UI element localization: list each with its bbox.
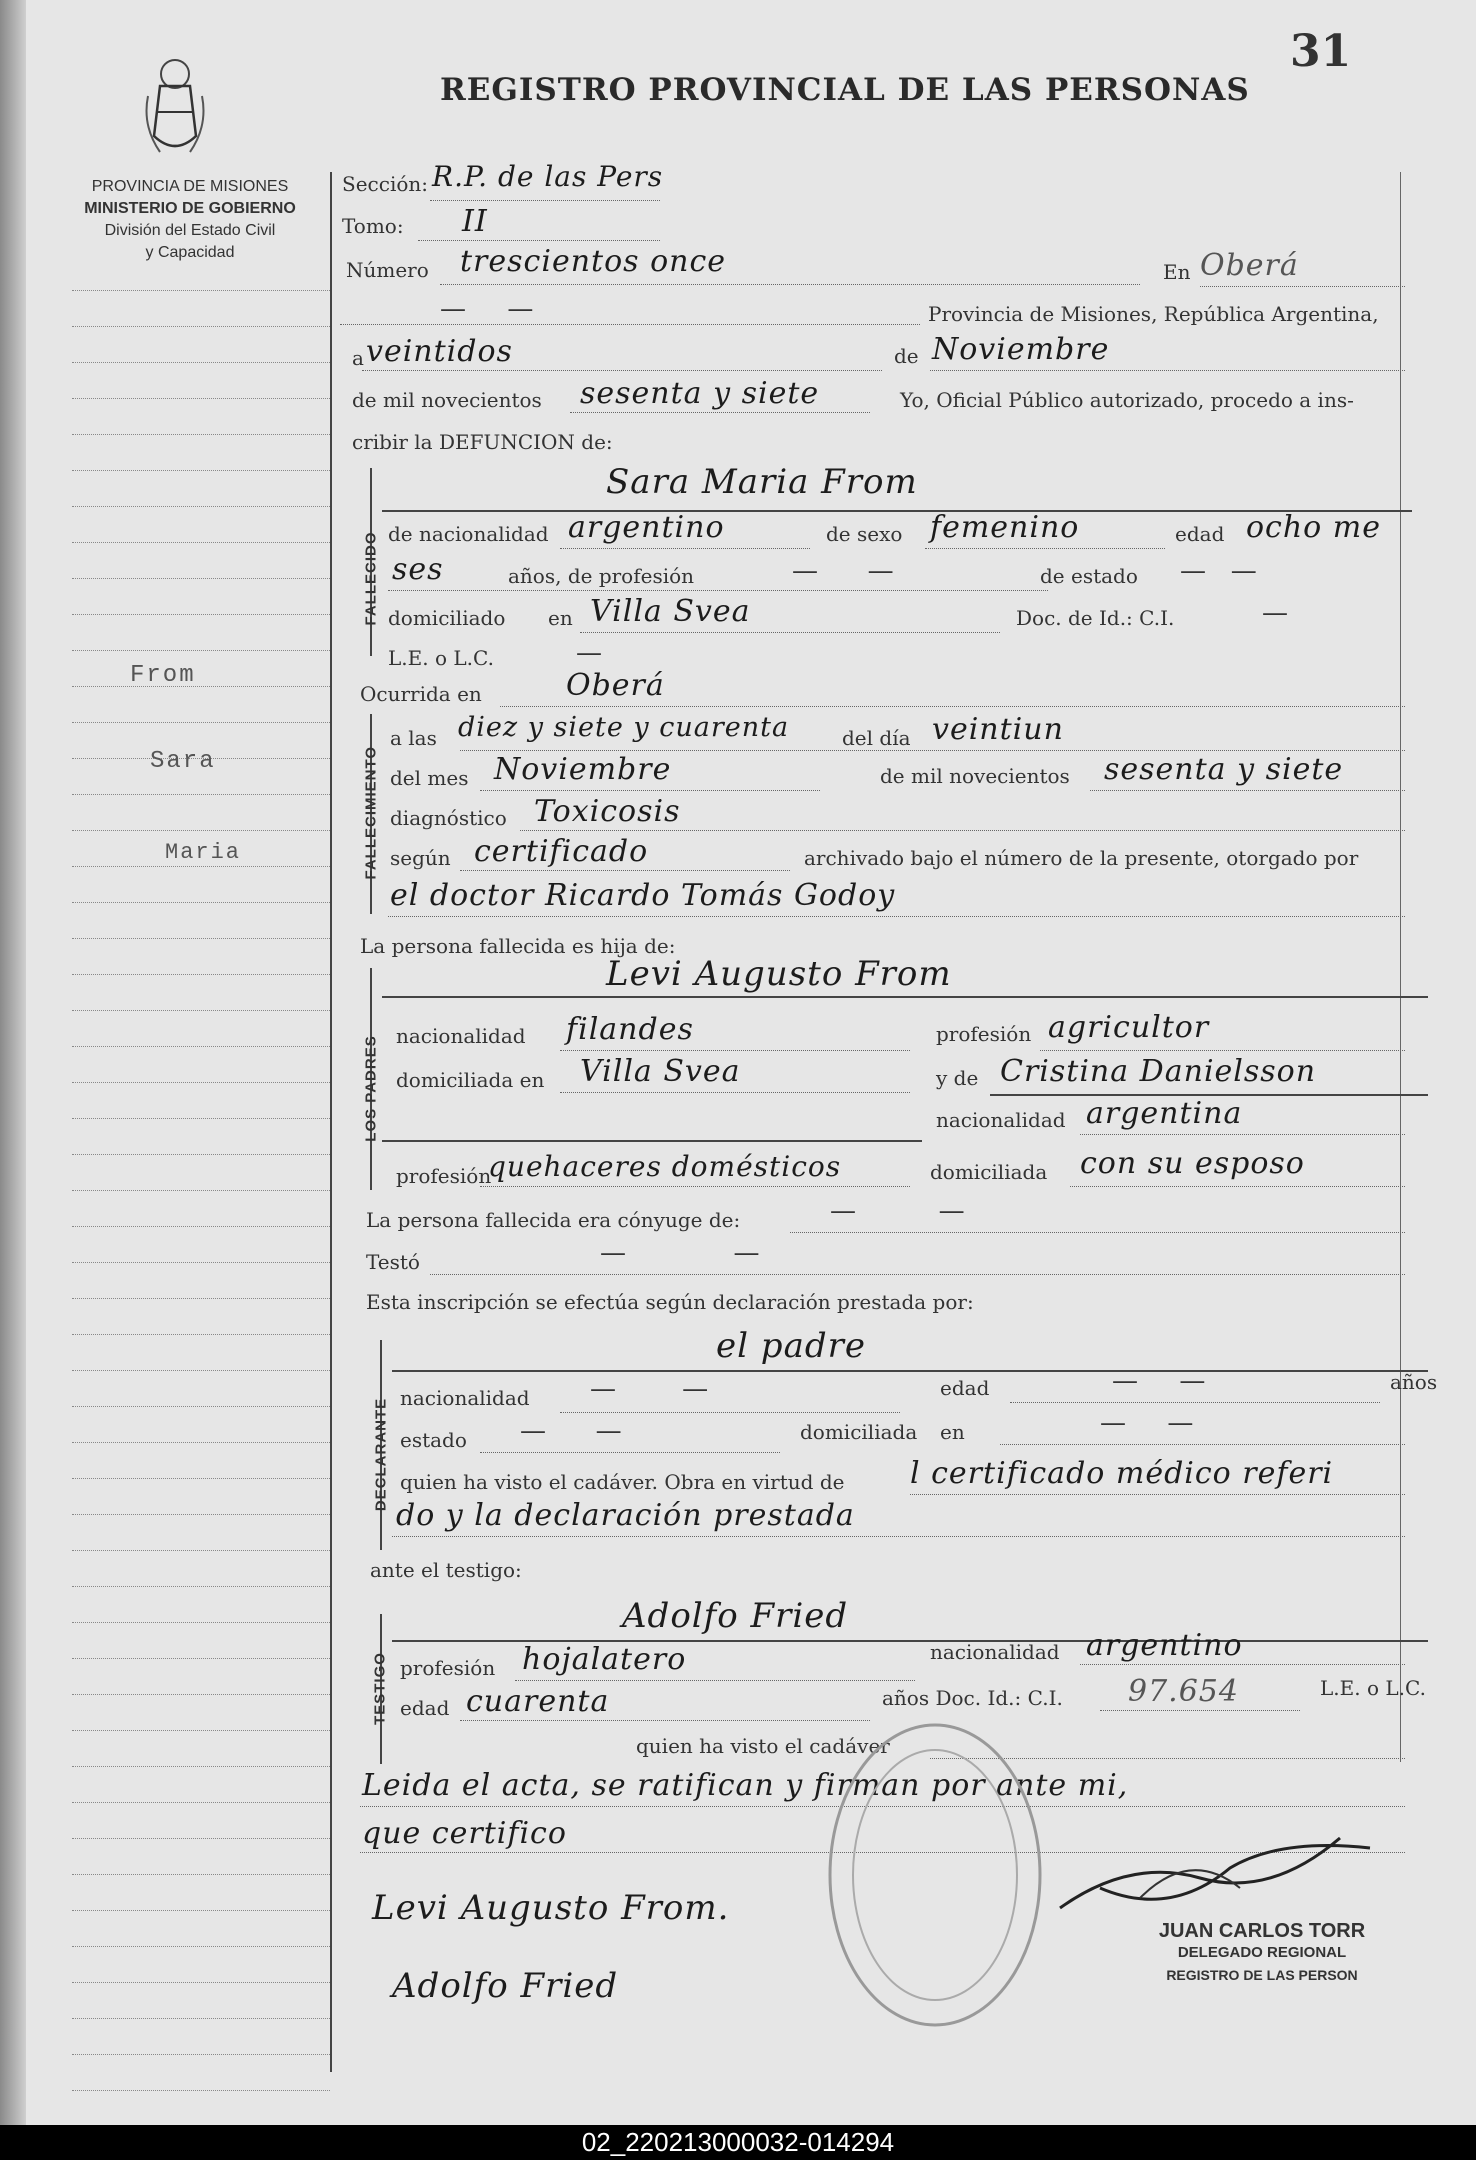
padre-domiciliada-label: domiciliada en <box>396 1068 545 1092</box>
tomo-label: Tomo: <box>342 214 404 238</box>
padre-profesion-label: profesión <box>936 1022 1032 1046</box>
segun-label: según <box>390 846 451 870</box>
diagnostico-value: Toxicosis <box>534 794 681 829</box>
fallecido-nacionalidad-value: argentino <box>568 510 725 545</box>
fallecido-section-label: FALLECIDO <box>362 531 380 626</box>
coat-of-arms-icon <box>140 56 210 166</box>
round-seal-stamp <box>820 1710 1050 2040</box>
numero-label: Número <box>346 258 429 282</box>
page-number: 31 <box>1290 26 1352 77</box>
testigo-visto-text: quien ha visto el cadáver <box>636 1734 890 1758</box>
doctor-value: el doctor Ricardo Tomás Godoy <box>390 878 896 913</box>
seccion-value: R.P. de las Pers <box>432 160 664 193</box>
testigo-nacionalidad-label: nacionalidad <box>930 1640 1060 1664</box>
numero-value: trescientos once <box>460 244 727 279</box>
provincia-text: Provincia de Misiones, República Argentina, <box>928 302 1379 326</box>
fallecimiento-anio: sesenta y siete <box>1104 752 1344 787</box>
inscribir-text: cribir la DEFUNCION de: <box>352 430 613 454</box>
declarante-visto-text: quien ha visto el cadáver. Obra en virtud de <box>400 1470 845 1494</box>
officer-stamp-office: REGISTRO DE LAS PERSON <box>1166 1967 1358 1983</box>
margin-note-surname: From <box>130 662 196 689</box>
padre-nacionalidad-label: nacionalidad <box>396 1024 526 1048</box>
fallecimiento-section-label: FALLECIMIENTO <box>362 745 380 880</box>
document-id-footer: 02_220213000032-014294 <box>0 2125 1476 2160</box>
del-mes-label: del mes <box>390 766 469 790</box>
del-dia-label: del día <box>842 726 911 750</box>
testigo-edad-label: edad <box>400 1696 450 1720</box>
declarante-nombre: el padre <box>716 1326 866 1366</box>
declarante-anios-label: años <box>1390 1370 1438 1394</box>
declarante-en-label: en <box>940 1420 965 1444</box>
doc-id-label: Doc. de Id.: C.I. <box>1016 606 1175 630</box>
madre-profesion-label: profesión <box>396 1164 492 1188</box>
fallecimiento-mes: Noviembre <box>494 752 672 787</box>
anios-profesion-label: años, de profesión <box>508 564 695 588</box>
fallecimiento-anio-label: de mil novecientos <box>880 764 1070 788</box>
official-signature-icon <box>1040 1818 1400 1928</box>
padres-section-label: LOS PADRES <box>362 1035 380 1142</box>
edad-label: edad <box>1175 522 1225 546</box>
inscripcion-text: Esta inscripción se efectúa según declaración prestada por: <box>366 1290 974 1314</box>
margin-note-first-name: Sara <box>150 748 216 775</box>
fallecido-nombre: Sara Maria From <box>606 462 918 502</box>
en-value: Oberá <box>1200 248 1299 283</box>
testigo-doc-value: 97.654 <box>1128 1674 1239 1709</box>
fallecimiento-dia: veintiun <box>932 712 1064 747</box>
estado-label: de estado <box>1040 564 1138 588</box>
obra-value-1: l certificado médico referi <box>910 1456 1334 1491</box>
archivado-text: archivado bajo el número de la presente, otorgado por <box>804 846 1359 870</box>
officer-stamp-name: JUAN CARLOS TORR <box>1158 1920 1366 1942</box>
segun-value: certificado <box>474 834 649 869</box>
madre-domicilio: con su esposo <box>1080 1146 1305 1181</box>
testigo-edad: cuarenta <box>466 1684 610 1719</box>
declarante-section-label: DECLARANTE <box>372 1397 390 1512</box>
officer-stamp-title: DELEGADO REGIONAL <box>1177 1944 1347 1961</box>
anio-prefix: de mil novecientos <box>352 388 542 412</box>
testo-label: Testó <box>366 1250 420 1274</box>
anio-value: sesenta y siete <box>580 376 820 411</box>
firma-testigo: Adolfo Fried <box>392 1966 619 2006</box>
edad-value-2: ses <box>392 552 444 587</box>
oficial-text: Yo, Oficial Público autorizado, procedo a ins- <box>900 388 1354 412</box>
en-label: En <box>1163 260 1191 284</box>
closing-line-1: Leida el acta, se ratifican y firman por ante mi, <box>362 1768 1129 1803</box>
a-label: a <box>352 346 364 370</box>
padre-nacionalidad: filandes <box>566 1012 694 1047</box>
hija-text: La persona fallecida es hija de: <box>360 934 676 958</box>
fallecido-nacionalidad-label: de nacionalidad <box>388 522 549 546</box>
ocurrida-label: Ocurrida en <box>360 682 482 706</box>
hora-value: diez y siete y cuarenta <box>458 712 790 743</box>
hora-label: a las <box>390 726 437 750</box>
issuer-block <box>50 176 330 264</box>
y-de-label: y de <box>936 1066 979 1090</box>
domiciliado-en-label: en <box>548 606 573 630</box>
issuer-line-1: PROVINCIA DE MISIONES <box>91 178 289 195</box>
issuer-line-2: MINISTERIO DE GOBIERNO <box>84 200 296 217</box>
testigo-profesion-label: profesión <box>400 1656 496 1680</box>
page-title: REGISTRO PROVINCIAL DE LAS PERSONAS <box>440 72 1250 108</box>
madre-nombre: Cristina Danielsson <box>1000 1054 1317 1089</box>
testigo-section-label: TESTIGO <box>371 1652 389 1725</box>
declarante-nacionalidad-label: nacionalidad <box>400 1386 530 1410</box>
obra-value-2: do y la declaración prestada <box>396 1498 855 1533</box>
testigo-nombre: Adolfo Fried <box>622 1596 849 1636</box>
issuer-line-4: y Capacidad <box>145 244 235 261</box>
seccion-label: Sección: <box>342 172 428 196</box>
diagnostico-label: diagnóstico <box>390 806 507 830</box>
testigo-profesion: hojalatero <box>522 1642 687 1677</box>
dia-value: veintidos <box>366 334 513 369</box>
closing-line-2: que certifico <box>362 1816 567 1851</box>
declarante-domiciliada-label: domiciliada <box>800 1420 918 1444</box>
officer-stamp <box>1132 1920 1392 1986</box>
firma-padre: Levi Augusto From. <box>372 1888 730 1928</box>
tomo-value: II <box>462 204 488 239</box>
testigo-doc-label: años Doc. Id.: C.I. <box>882 1686 1063 1710</box>
madre-nacionalidad-label: nacionalidad <box>936 1108 1066 1132</box>
testigo-le-label: L.E. o L.C. <box>1320 1676 1426 1700</box>
ante-testigo-text: ante el testigo: <box>370 1558 522 1582</box>
sexo-value: femenino <box>930 510 1080 545</box>
de-label: de <box>894 344 919 368</box>
edad-value-1: ocho me <box>1246 510 1381 545</box>
ocurrida-value: Oberá <box>566 668 665 703</box>
document-page: 31 REGISTRO PROVINCIAL DE LAS PERSONAS PROVINCIA DE MISIONES MINISTERIO DE GOBIERNO División del Estado Civil y Capacidad From Sara Maria Sección: R.P. de las Pers Tomo: II Número trescientos once En Oberá — — Provincia de Misiones, República Argentina, a veintidos de Noviembre de mil novecientos sesenta y siete Yo, Oficial Público autorizado, procedo a ins- cribir la DEFUNCION de: FALLECIDO Sara Maria From de nacionalidad argentino de sexo femenino edad ocho me ses años, de profesión — — de estado — — domiciliado en Villa Svea Doc. de Id.: C.I. — L.E. o L.C. — Ocurrida en Oberá FALLECIMIENTO a las diez y siete y cuarenta del día veintiun del mes Noviembre de mil novecientos sesenta y siete diagnóstico Toxicosis según certificado archivado bajo el número de la presente, otorgado por el doctor Ricardo Tomás Godoy La persona fallecida es hija de: LOS PADRES Levi Augusto From nacionalidad filandes profesión agricultor domiciliada en Villa Svea y de Cristina Danielsson nacionalidad argentina profesión quehaceres domésticos domiciliada con su esposo La persona fallecida era cónyuge de: — — Testó — — Esta inscripción se efectúa según declaración prestada por: DECLARANTE el padre nacionalidad — — edad — — años estado — — domiciliada en — — quien ha visto el cadáver. Obra en virtud de l certificado médico referi do y la declaración prestada ante el testigo: TESTIGO Adolfo Fried profesión hojalatero nacionalidad argentino edad cuarenta años Doc. Id.: C.I. 97.654 L.E. o L.C. quien ha visto el cadáver Leida el acta, se ratifican y firman por ante mi, que certifico Levi Augusto From. Adolfo Fried JUAN CARLOS TORR DELEGADO REGIONAL REGISTRO DE LAS PERSON <box>0 0 1476 2125</box>
padre-nombre: Levi Augusto From <box>606 954 952 994</box>
fallecido-domicilio: Villa Svea <box>590 594 751 629</box>
padre-domicilio: Villa Svea <box>580 1054 741 1089</box>
madre-nacionalidad: argentina <box>1086 1096 1243 1131</box>
madre-domiciliada-label: domiciliada <box>930 1160 1048 1184</box>
testigo-nacionalidad: argentino <box>1086 1628 1243 1663</box>
domiciliado-label: domiciliado <box>388 606 506 630</box>
mes-value: Noviembre <box>932 332 1110 367</box>
issuer-line-3: División del Estado Civil <box>104 222 276 239</box>
declarante-edad-label: edad <box>940 1376 990 1400</box>
sexo-label: de sexo <box>826 522 903 546</box>
declarante-estado-label: estado <box>400 1428 467 1452</box>
padre-profesion: agricultor <box>1048 1010 1210 1045</box>
conyuge-text: La persona fallecida era cónyuge de: <box>366 1208 741 1232</box>
le-lc-label: L.E. o L.C. <box>388 646 494 670</box>
madre-profesion: quehaceres domésticos <box>488 1150 842 1183</box>
margin-note-middle-name: Maria <box>165 840 242 865</box>
